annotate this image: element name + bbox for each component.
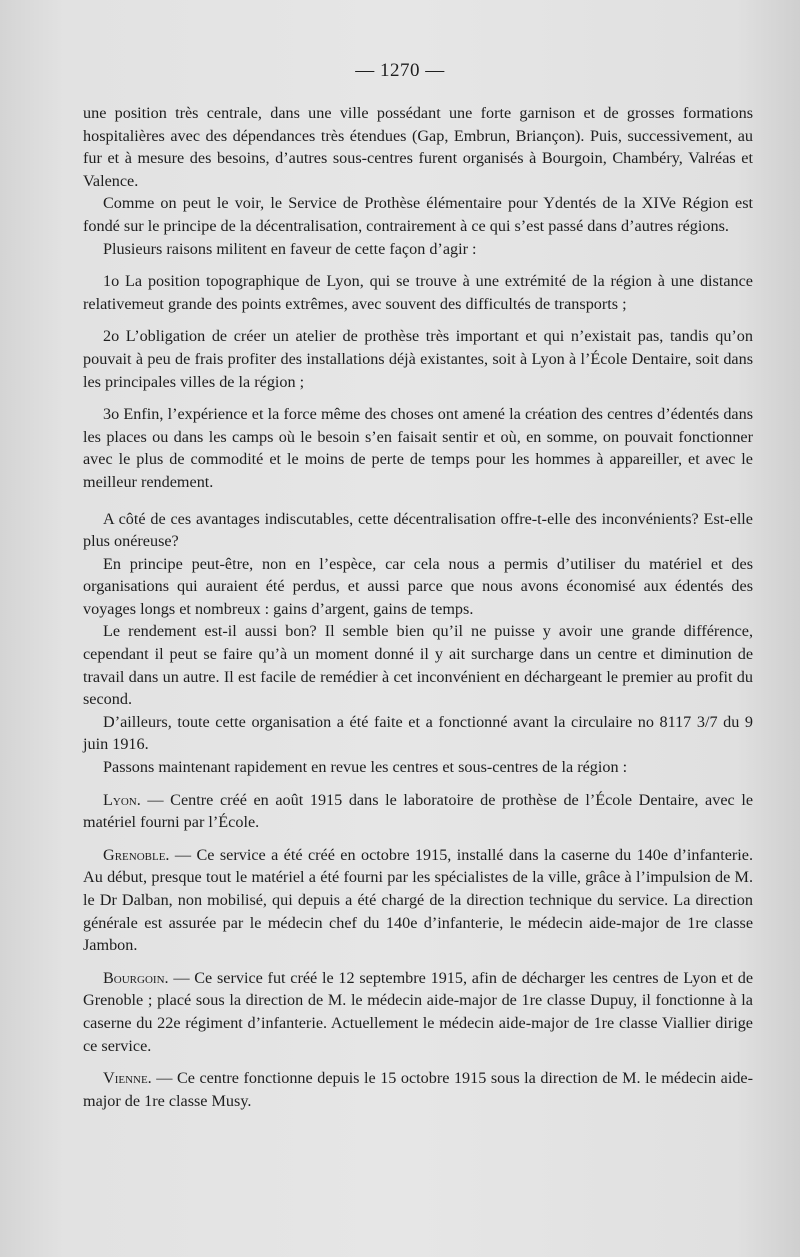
paragraph-continuation: une position très centrale, dans une ville possédant une forte garnison et de grosses formations hospitalières avec des dépendances très étendues (Gap, Embrun, Briançon). Puis, successivement, au fur et à mesure des besoins, d’autres sous-centres furent organisés à Bourgoin, Chambéry, Valréas et Valence. xyxy=(83,104,753,190)
center-entry-lyon xyxy=(83,789,753,834)
center-name: Vienne. xyxy=(103,1069,152,1088)
center-entry-bourgoin xyxy=(83,967,753,1057)
center-name: Lyon. xyxy=(103,790,141,809)
paragraph: D’ailleurs, toute cette organisation a été faite et a fonctionné avant la circulaire no 8117 3/7 du 9 juin 1916. xyxy=(83,712,753,754)
paragraph: En principe peut-être, non en l’espèce, car cela nous a permis d’utiliser du matériel et des organisations qui auraient été perdus, et aussi parce que nous avons économisé aux édentés des voyages longs et nombreux : gains d’argent, gains de temps. xyxy=(83,554,753,618)
center-description: — Ce service a été créé en octobre 1915, installé dans la caserne du 140e d’infanterie. Au début, presque tout le matériel a été fourni par les spécialistes de la ville, grâce à l’impulsion de M. le Dr Dalban, non mobilisé, qui depuis a été chargé de la direction technique du service. La direction générale est assurée par le médecin chef du 140e d’infanterie, le médecin aide-major de 1re classe Jambon. xyxy=(83,845,753,955)
list-item-2: 2o L’obligation de créer un atelier de prothèse très important et qui n’existait pas, tandis qu’on pouvait à peu de frais profiter des installations déjà existantes, soit à Lyon à l’École Dentaire, soit dans les principales villes de la région ; xyxy=(83,327,753,391)
paragraph: A côté de ces avantages indiscutables, cette décentralisation offre-t-elle des inconvénients? Est-elle plus onéreuse? xyxy=(83,509,753,551)
list-item-1: 1o La position topographique de Lyon, qui se trouve à une extrémité de la région à une distance relativemeut grande des points extrêmes, avec souvent des difficultés de transports ; xyxy=(83,272,753,313)
center-description: — Ce centre fonctionne depuis le 15 octobre 1915 sous la direction de M. le médecin aide-major de 1re classe Musy. xyxy=(83,1069,753,1110)
center-description: — Ce service fut créé le 12 septembre 1915, afin de décharger les centres de Lyon et de Grenoble ; placé sous la direction de M. le médecin aide-major de 1re classe Dupuy, il fonctionne à la caserne du 22e régiment d’infanterie. Actuellement le médecin aide-major de 1re classe Viallier dirige ce service. xyxy=(83,968,753,1055)
body-text xyxy=(83,102,753,1112)
center-entry-grenoble xyxy=(83,844,753,957)
paragraph: Plusieurs raisons militent en faveur de cette façon d’agir : xyxy=(103,239,477,258)
paragraph: Le rendement est-il aussi bon? Il semble bien qu’il ne puisse y avoir une grande différence, cependant il peut se faire qu’à un moment donné il y ait surcharge dans un centre et diminution de travail dans un autre. Il est facile de remédier à cet inconvénient en déchargeant le premier au profit du second. xyxy=(83,622,753,709)
page-number: — 1270 — xyxy=(355,60,445,81)
center-name: Grenoble. xyxy=(103,845,170,864)
center-entry-vienne xyxy=(83,1067,753,1112)
paragraph: Comme on peut le voir, le Service de Prothèse élémentaire pour Ydentés de la XIVe Région est fondé sur le principe de la décentralisation, contrairement à ce qui s’est passé dans d’autres régions. xyxy=(83,194,753,235)
list-item-3: 3o Enfin, l’expérience et la force même des choses ont amené la création des centres d’édentés dans les places ou dans les camps où le besoin s’en faisait sentir et où, en somme, on pouvait fonctionner avec le plus de commodité et le moins de perte de temps pour les hommes à appareiller, et avec le meilleur rendement. xyxy=(83,405,753,491)
center-description: — Centre créé en août 1915 dans le laboratoire de prothèse de l’École Dentaire, avec le matériel fourni par l’École. xyxy=(83,790,753,832)
paragraph: Passons maintenant rapidement en revue les centres et sous-centres de la région : xyxy=(103,758,628,777)
center-name: Bourgoin. xyxy=(103,968,169,987)
